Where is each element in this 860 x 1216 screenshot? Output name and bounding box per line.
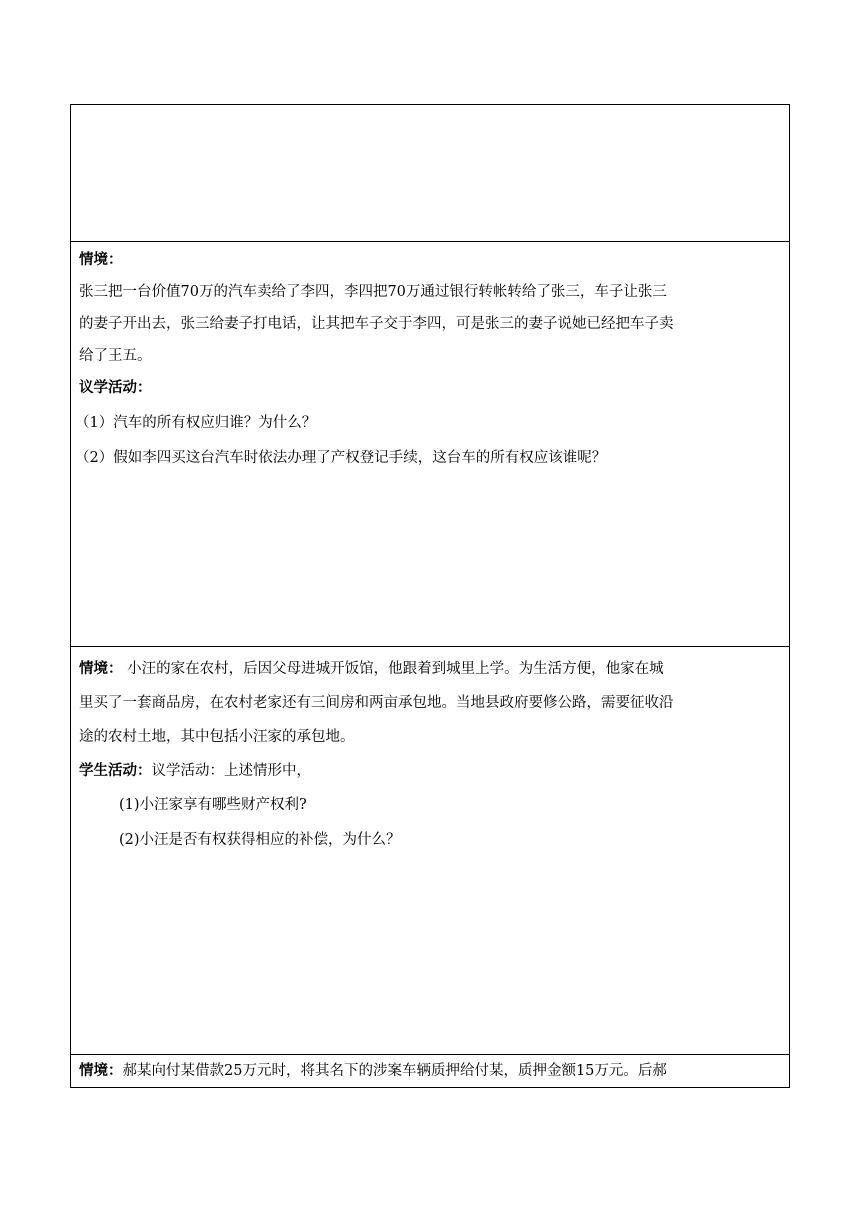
- scenario-heading: 情境：: [79, 660, 123, 677]
- content-table: [70, 104, 790, 1088]
- activity-heading: 议学活动：: [79, 379, 152, 396]
- scenario-line: [79, 1061, 667, 1081]
- table-row-pledge-scenario: [71, 1055, 789, 1087]
- scenario-text-line-1: 小汪的家在农村，后因父母进城开饭馆，他跟着到城里上学。为生活方便，他家在城: [122, 661, 664, 677]
- question-2: （2）假如李四买这台汽车时依法办理了产权登记手续，这台车的所有权应该谁呢？: [75, 450, 607, 466]
- scenario-text-line-1: 张三把一台价值70万的汽车卖给了李四，李四把70万通过银行转帐转给了张三，车子让张三: [79, 284, 667, 300]
- scenario-text-line-2: 里买了一套商品房，在农村老家还有三间房和两亩承包地。当地县政府要修公路，需要征收沿: [79, 695, 674, 711]
- table-row-land-scenario: [71, 647, 789, 1055]
- question-2: (2)小汪是否有权获得相应的补偿，为什么？: [119, 832, 401, 848]
- table-row-car-scenario: [71, 242, 789, 647]
- scenario-text-line-3: 途的农村土地，其中包括小汪家的承包地。: [79, 729, 355, 745]
- activity-heading: 学生活动：: [79, 762, 152, 779]
- activity-line: [79, 761, 311, 781]
- activity-text: 议学活动：上述情形中，: [151, 763, 311, 779]
- question-1: （1）汽车的所有权应归谁？为什么？: [75, 415, 317, 431]
- scenario-heading: 情境：: [79, 251, 123, 268]
- scenario-text-line-3: 给了王五。: [79, 348, 152, 364]
- scenario-heading: 情境：: [79, 1062, 123, 1079]
- question-1: (1)小汪家享有哪些财产权利?: [119, 797, 307, 813]
- scenario-text: 郝某向付某借款25万元时，将其名下的涉案车辆质押给付某，质押金额15万元。后郝: [122, 1063, 667, 1079]
- scenario-text-line-2: 的妻子开出去，张三给妻子打电话，让其把车子交于李四，可是张三的妻子说她已经把车子卖: [79, 316, 674, 332]
- table-row-empty: [71, 105, 789, 242]
- scenario-first-line: [79, 659, 664, 679]
